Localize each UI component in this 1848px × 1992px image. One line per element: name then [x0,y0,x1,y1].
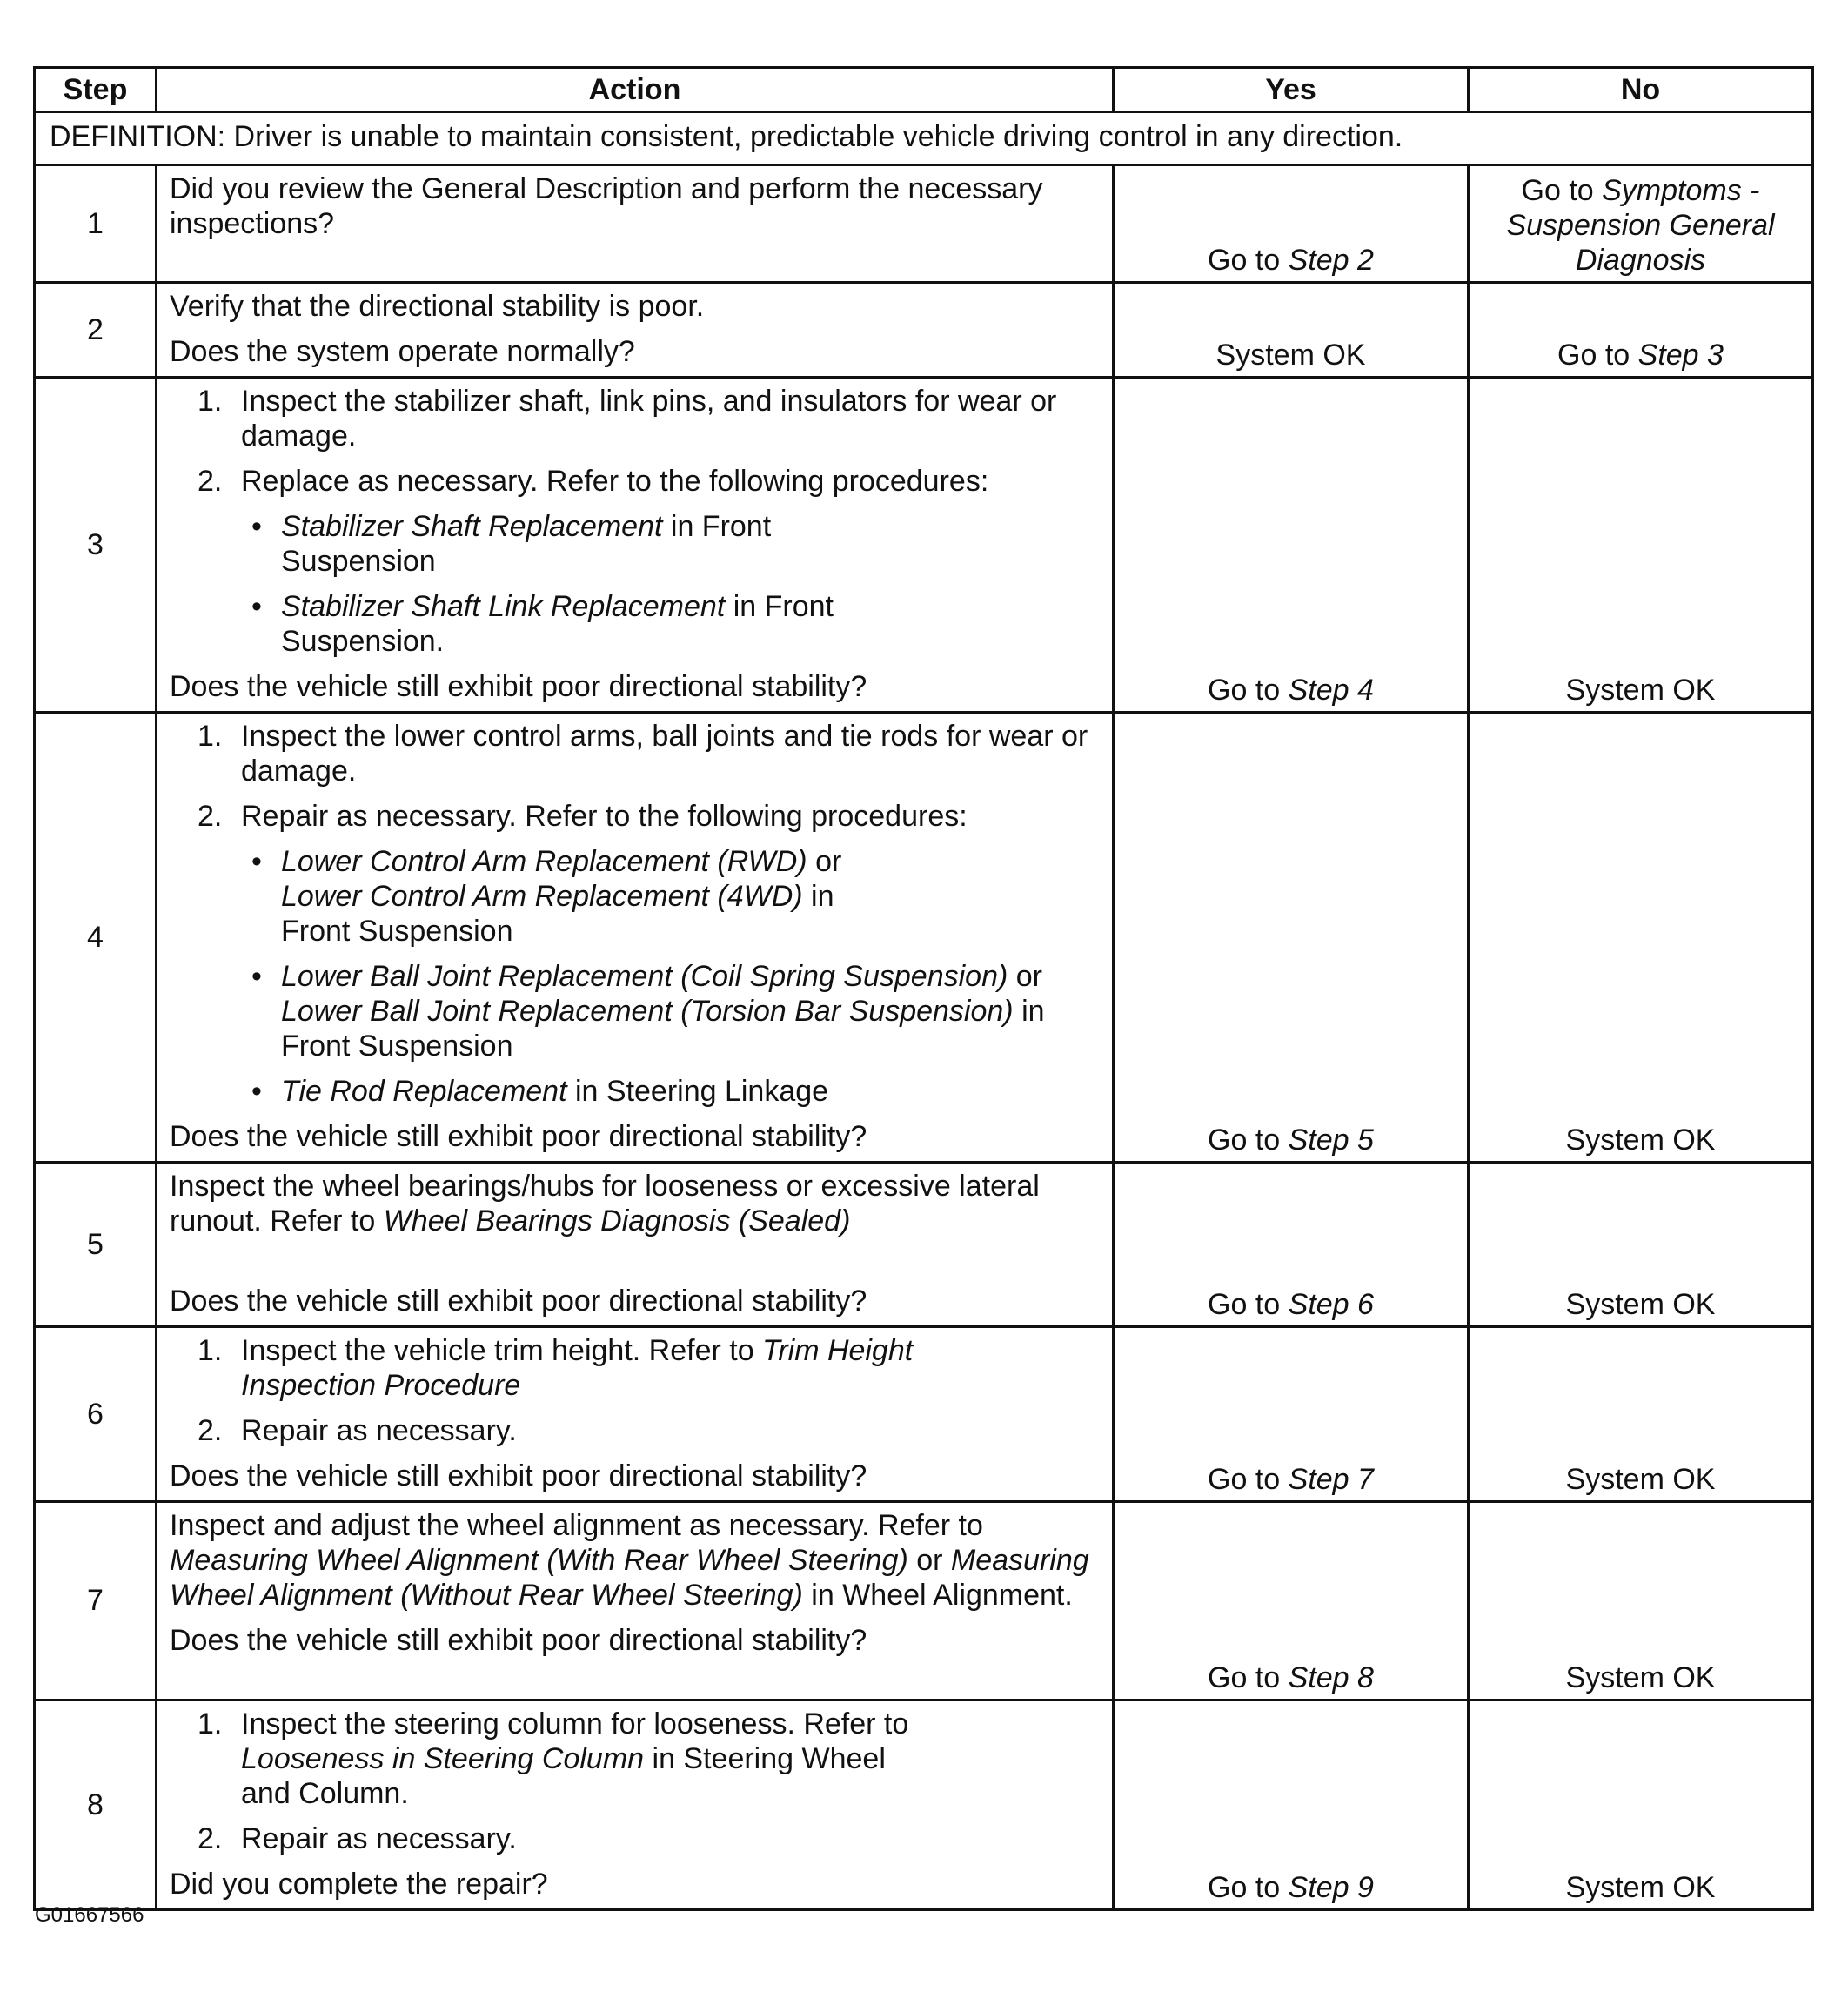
step-number: 4 [35,713,157,1163]
action-text [170,1508,1100,1613]
item-text: Inspect the vehicle trim height. Refer to [241,1334,763,1367]
action-text-body: Inspect the wheel bearings/hubs for looseness or excessive lateral runout. Refer to [170,1170,1040,1237]
item-text: Inspect the stabilizer shaft, link pins, and insulators for wear or damage. [241,385,1057,453]
bullet-icon: • [251,845,262,878]
yes-cell[interactable] [1114,1327,1469,1502]
question-text: Does the vehicle still exhibit poor directional stability? [170,1624,867,1657]
action-cell [157,1163,1114,1327]
yes-text: System OK [1215,339,1366,372]
yes-prefix: Go to [1208,1871,1289,1904]
bullet-item [170,1074,1100,1109]
procedure-link[interactable]: Wheel Bearings Diagnosis (Sealed) [383,1204,851,1237]
yes-cell[interactable] [1114,378,1469,713]
action-text-body: Inspect and adjust the wheel alignment as necessary. Refer to [170,1509,983,1542]
yes-step-link[interactable]: Step 2 [1288,244,1374,277]
yes-prefix: Go to [1208,674,1289,707]
step-number: 3 [35,378,157,713]
action-cell [157,283,1114,378]
question-text: Did you complete the repair? [170,1868,548,1901]
yes-prefix: Go to [1208,1463,1289,1496]
yes-cell[interactable] [1114,1163,1469,1327]
yes-prefix: Go to [1208,244,1289,277]
table-row [35,1502,1813,1700]
item-text: Inspect the lower control arms, ball joints and tie rods for wear or damage. [241,720,1088,788]
list-item [170,1333,1100,1403]
no-text: System OK [1565,1288,1716,1321]
step-number: 8 [35,1700,157,1910]
bullet-rest: in Front Suspension [281,880,834,948]
yes-cell[interactable] [1114,165,1469,283]
procedure-link[interactable]: Measuring Wheel Alignment (With Rear Wheel Steering) [170,1544,908,1577]
table-row [35,283,1813,378]
no-cell[interactable] [1469,283,1813,378]
step-number: 5 [35,1163,157,1327]
step-number: 1 [35,165,157,283]
procedure-link[interactable]: Lower Control Arm Replacement (RWD) [281,845,807,878]
action-cell [157,1502,1114,1700]
action-cell [157,1700,1114,1910]
yes-cell[interactable] [1114,1502,1469,1700]
procedure-link[interactable]: Lower Ball Joint Replacement (Coil Spring Suspension) [281,960,1008,993]
definition-text: DEFINITION: Driver is unable to maintain consistent, predictable vehicle driving control in any direction. [35,112,1813,165]
no-link[interactable]: Symptoms - Suspension General Diagnosis [1506,174,1775,277]
list-item [170,464,1100,499]
yes-step-link[interactable]: Step 7 [1288,1463,1374,1496]
bullet-icon: • [251,590,262,623]
table-row [35,1700,1813,1910]
item-text: Replace as necessary. Refer to the following procedures: [241,465,989,498]
question-text: Does the system operate normally? [170,335,635,368]
bullet-icon: • [251,960,262,993]
yes-prefix: Go to [1208,1288,1289,1321]
list-item [170,1821,1100,1856]
no-cell[interactable] [1469,1502,1813,1700]
item-number: 2. [198,1414,223,1447]
yes-cell[interactable] [1114,283,1469,378]
list-item [170,799,1100,834]
bullet-item [170,959,1100,1063]
no-cell[interactable] [1469,165,1813,283]
no-prefix: Go to [1521,174,1603,207]
no-cell[interactable] [1469,713,1813,1163]
item-number: 1. [198,385,223,418]
procedure-link[interactable]: Looseness in Steering Column [241,1742,645,1775]
action-cell [157,1327,1114,1502]
yes-step-link[interactable]: Step 9 [1288,1871,1374,1904]
item-number: 2. [198,465,223,498]
no-prefix: Go to [1557,339,1638,372]
header-row [35,68,1813,112]
action-cell [157,713,1114,1163]
list-item [170,1707,1100,1811]
bullet-item [170,844,1100,949]
yes-step-link[interactable]: Step 5 [1288,1123,1374,1157]
item-number: 1. [198,1707,223,1740]
definition-row [35,112,1813,165]
step-number: 2 [35,283,157,378]
procedure-link[interactable]: Tie Rod Replacement [281,1075,567,1108]
bullet-rest: in Front Suspension. [281,590,834,658]
no-text: System OK [1565,1123,1716,1157]
action-text [170,1169,1040,1238]
bullet-rest: in Steering Linkage [566,1075,829,1108]
no-text: System OK [1565,674,1716,707]
no-cell[interactable] [1469,1327,1813,1502]
item-rest: in Steering Wheel and Column. [241,1742,886,1810]
diagnostic-table [33,66,1814,1911]
procedure-link[interactable]: Lower Ball Joint Replacement (Torsion Bar Suspension) [281,995,1014,1028]
bullet-rest: in Front Suspension [281,995,1045,1063]
yes-step-link[interactable]: Step 8 [1288,1661,1374,1694]
yes-prefix: Go to [1208,1661,1289,1694]
action-cell [157,165,1114,283]
no-cell[interactable] [1469,378,1813,713]
item-number: 1. [198,720,223,753]
no-cell[interactable] [1469,1163,1813,1327]
header-step: Step [35,68,157,112]
item-number: 1. [198,1334,223,1367]
header-yes: Yes [1114,68,1469,112]
bullet-icon: • [251,510,262,543]
item-number: 2. [198,800,223,833]
bullet-item [170,589,1100,659]
yes-prefix: Go to [1208,1123,1289,1157]
procedure-link[interactable]: Trim Height Inspection Procedure [241,1334,914,1402]
yes-step-link[interactable]: Step 6 [1288,1288,1374,1321]
procedure-link[interactable]: Stabilizer Shaft Replacement [281,510,663,543]
action-text: Verify that the directional stability is poor. [170,290,705,323]
figure-id: G01667566 [35,1903,144,1927]
header-no: No [1469,68,1813,112]
question-text: Does the vehicle still exhibit poor directional stability? [170,670,867,703]
question-text: Does the vehicle still exhibit poor directional stability? [170,1120,867,1153]
question-text: Does the vehicle still exhibit poor directional stability? [170,1284,867,1318]
yes-step-link[interactable]: Step 4 [1288,674,1374,707]
no-step-link[interactable]: Step 3 [1637,339,1724,372]
bullet-item [170,509,1100,579]
bullet-connector: or [1008,960,1042,993]
no-text: System OK [1565,1871,1716,1904]
bullet-rest: in Front Suspension [281,510,772,578]
list-item [170,719,1100,788]
table-row [35,1327,1813,1502]
table-row [35,378,1813,713]
action-text: Did you review the General Description and perform the necessary inspections? [170,172,1043,240]
list-item [170,1413,1100,1448]
item-text: Repair as necessary. [241,1414,517,1447]
header-action: Action [157,68,1114,112]
procedure-link[interactable]: Lower Control Arm Replacement (4WD) [281,880,803,913]
no-cell[interactable] [1469,1700,1813,1910]
item-text: Repair as necessary. [241,1822,517,1855]
procedure-link[interactable]: Stabilizer Shaft Link Replacement [281,590,726,623]
bullet-icon: • [251,1075,262,1108]
procedure-link[interactable]: Measuring Wheel Alignment (Without Rear Wheel Steering) [170,1544,1089,1612]
table-row [35,713,1813,1163]
list-item [170,384,1100,453]
action-cell [157,378,1114,713]
yes-cell[interactable] [1114,1700,1469,1910]
item-number: 2. [198,1822,223,1855]
yes-cell[interactable] [1114,713,1469,1163]
item-text: Repair as necessary. Refer to the following procedures: [241,800,968,833]
step-number: 7 [35,1502,157,1700]
step-number: 6 [35,1327,157,1502]
item-text: Inspect the steering column for looseness. Refer to [241,1707,909,1740]
table-row [35,1163,1813,1327]
action-rest: in Wheel Alignment. [802,1579,1073,1612]
action-connector: or [907,1544,951,1577]
question-text: Does the vehicle still exhibit poor directional stability? [170,1459,867,1492]
table-row [35,165,1813,283]
no-text: System OK [1565,1463,1716,1496]
no-text: System OK [1565,1661,1716,1694]
bullet-connector: or [807,845,842,878]
